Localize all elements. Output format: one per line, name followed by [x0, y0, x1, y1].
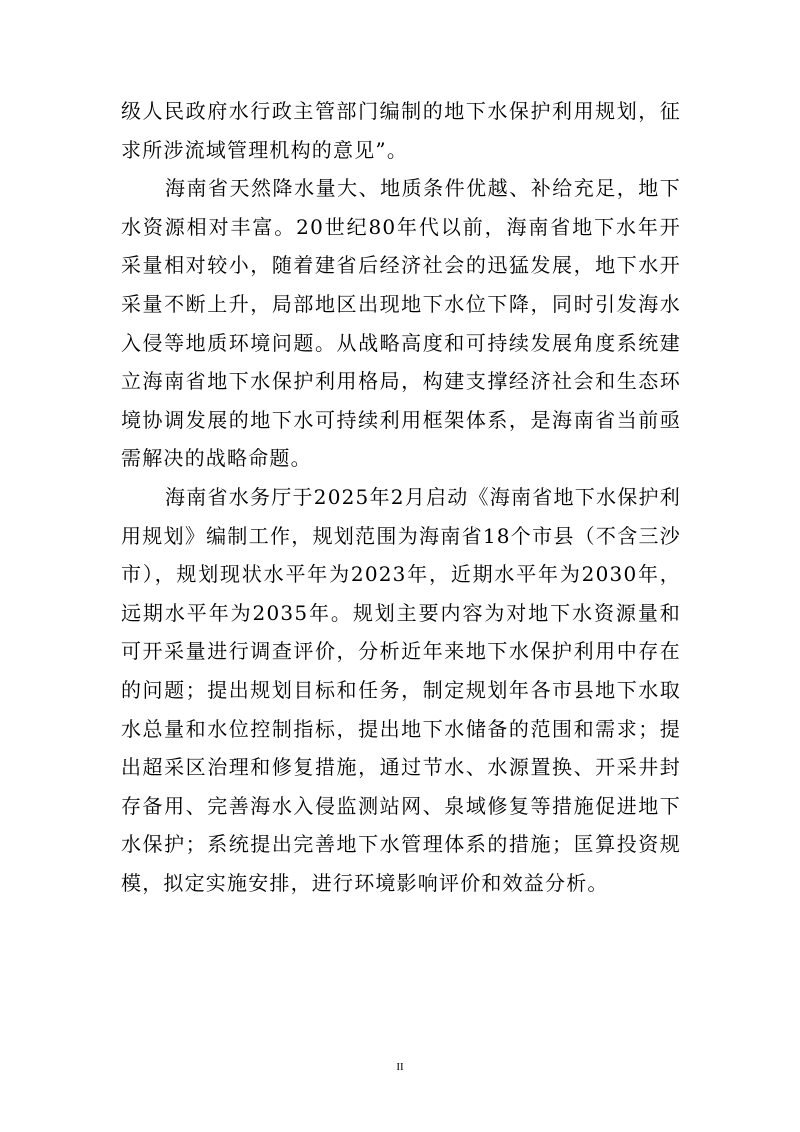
body-text — [121, 92, 681, 902]
paragraph-plan-scope: 海南省水务厅于2025年2月启动《海南省地下水保护利用规划》编制工作，规划范围为海南省18个市县（不含三沙市），规划现状水平年为2023年，近期水平年为2030年，远期水平年为2035年。规划主要内容为对地下水资源量和可开采量进行调查评价，分析近年来地下水保护利用中存在的问题；提出规划目标和任务，制定规划年各市县地下水取水总量和水位控制指标，提出地下水储备的范围和需求；提出超采区治理和修复措施，通过节水、水源置换、开采井封存备用、完善海水入侵监测站网、泉域修复等措施促进地下水保护；系统提出完善地下水管理体系的措施；匡算投资规模，拟定实施安排，进行环境影响评价和效益分析。 — [121, 484, 681, 895]
page-number: II — [396, 1061, 404, 1073]
paragraph-background: 海南省天然降水量大、地质条件优越、补给充足，地下水资源相对丰富。20世纪80年代以前，海南省地下水年开采量相对较小，随着建省后经济社会的迅猛发展，地下水开采量不断上升，局部地区出现地下水位下降，同时引发海水入侵等地质环境问题。从战略高度和可持续发展角度系统建立海南省地下水保护利用格局，构建支撑经济社会和生态环境协调发展的地下水可持续利用框架体系，是海南省当前亟需解决的战略命题。 — [121, 176, 681, 471]
paragraph-continuation: 级人民政府水行政主管部门编制的地下水保护利用规划，征求所涉流域管理机构的意见”。 — [121, 99, 681, 162]
